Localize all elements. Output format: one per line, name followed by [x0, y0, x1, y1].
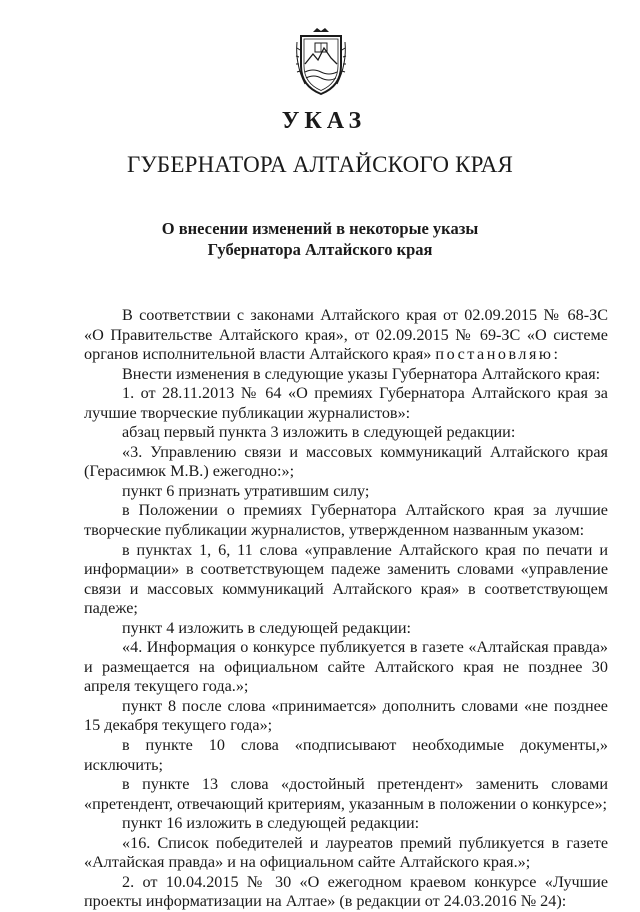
decree-issuer: ГУБЕРНАТОРА АЛТАЙСКОГО КРАЯ	[126, 152, 514, 177]
paragraph-text: В соответствии с законами Алтайского края от 02.09.2015 № 68-ЗС «О Правительстве Алтайского края», от 02.09.2015 № 69-ЗС «О системе органов исполнительной власти Алтайского края»	[84, 306, 608, 364]
paragraph: в пункте 13 слова «достойный претендент» заменить словами «претендент, отвечающий критериям, указанным в положении о конкурсе»;	[84, 775, 608, 813]
paragraph: абзац первый пункта 3 изложить в следующей редакции:	[122, 423, 516, 442]
paragraph: 2. от 10.04.2015 № 30 «О ежегодном краевом конкурсе «Лучшие проекты информатизации на Алтае» (в редакции от 24.03.2016 № 24):	[84, 872, 608, 911]
paragraph: пункт 6 признать утратившим силу;	[122, 481, 370, 500]
decree-title: УКАЗ	[281, 108, 367, 134]
decree-heading	[0, 218, 640, 260]
paragraph	[84, 306, 608, 365]
paragraph: пункт 8 после слова «принимается» дополнить словами «не позднее 15 декабря текущего года»;	[84, 696, 608, 735]
decree-body	[84, 306, 608, 912]
paragraph: пункт 4 изложить в следующей редакции:	[122, 618, 412, 637]
coat-of-arms-icon	[293, 26, 349, 98]
paragraph: «16. Список победителей и лауреатов премий публикуется в газете «Алтайская правда» и на официальном сайте Алтайского края.»;	[84, 833, 608, 872]
paragraph: 1. от 28.11.2013 № 64 «О премиях Губернатора Алтайского края за лучшие творческие публикации журналистов»:	[84, 384, 608, 422]
paragraph: в Положении о премиях Губернатора Алтайского края за лучшие творческие публикации журналистов, утвержденном названным указом:	[84, 501, 608, 540]
paragraph: «4. Информация о конкурсе публикуется в газете «Алтайская правда» и размещается на официальном сайте Алтайского края не позднее 30 апреля текущего года.»;	[84, 638, 608, 696]
paragraph-end: :	[553, 345, 559, 364]
paragraph: «3. Управлению связи и массовых коммуникаций Алтайского края (Герасимюк М.В.) ежегодно:»;	[84, 442, 608, 481]
paragraph: в пункте 10 слова «подписывают необходимые документы,» исключить;	[84, 736, 608, 774]
paragraph: пункт 16 изложить в следующей редакции:	[122, 814, 420, 833]
decree-keyword: постановляю	[435, 345, 554, 364]
paragraph: в пунктах 1, 6, 11 слова «управление Алтайского края по печати и информации» в соответствующем падеже заменить словами «управление связи и массовых коммуникаций Алтайского края» в соответствующем падеже;	[84, 540, 608, 618]
heading-line-2: Губернатора Алтайского края	[207, 240, 433, 259]
paragraph: Внести изменения в следующие указы Губернатора Алтайского края:	[122, 364, 601, 383]
heading-line-1: О внесении изменений в некоторые указы	[161, 219, 479, 238]
